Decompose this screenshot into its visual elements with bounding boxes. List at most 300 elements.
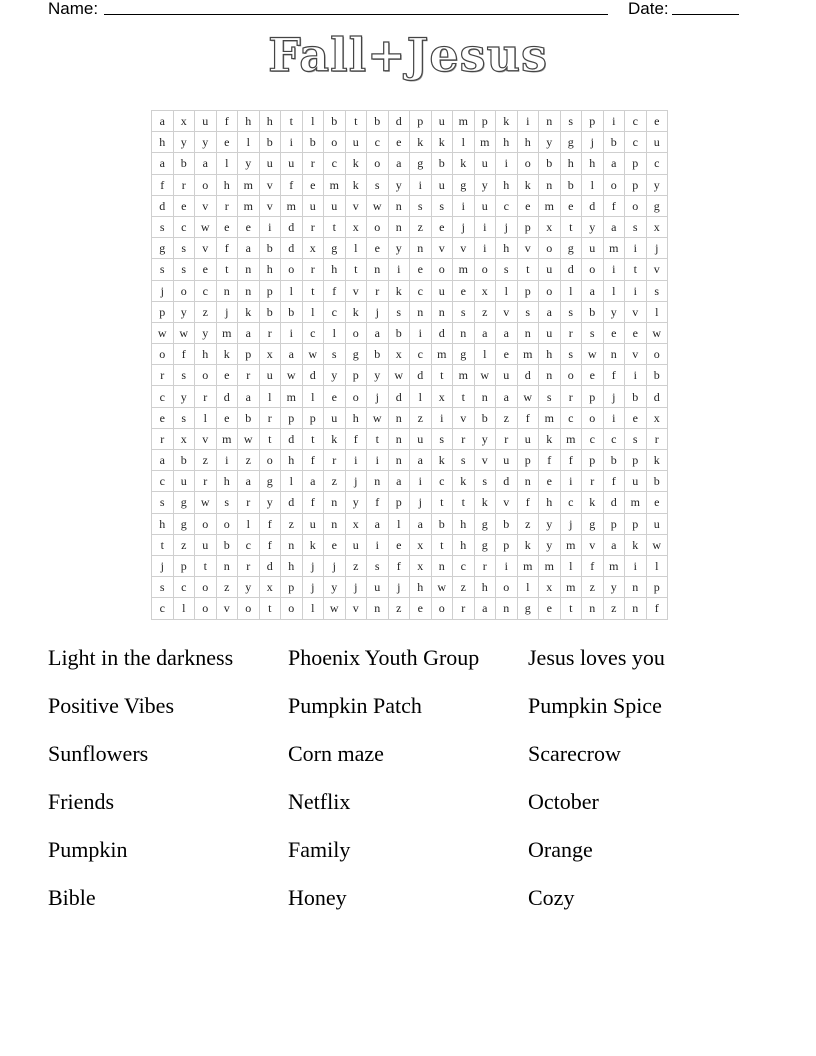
grid-cell[interactable]: t	[345, 259, 367, 280]
grid-cell[interactable]: k	[453, 471, 475, 492]
grid-cell[interactable]: l	[302, 598, 324, 619]
grid-cell[interactable]: x	[302, 238, 324, 259]
grid-cell[interactable]: y	[582, 216, 604, 237]
grid-cell[interactable]: r	[496, 428, 518, 449]
grid-cell[interactable]: r	[302, 216, 324, 237]
grid-cell[interactable]: k	[517, 174, 539, 195]
grid-cell[interactable]: l	[302, 301, 324, 322]
grid-cell[interactable]: o	[496, 577, 518, 598]
grid-cell[interactable]: w	[431, 577, 453, 598]
grid-cell[interactable]: p	[281, 577, 303, 598]
grid-cell[interactable]: n	[517, 471, 539, 492]
grid-cell[interactable]: b	[259, 301, 281, 322]
grid-cell[interactable]: e	[625, 322, 647, 343]
grid-cell[interactable]: w	[195, 216, 217, 237]
grid-cell[interactable]: k	[517, 534, 539, 555]
grid-cell[interactable]: w	[152, 322, 174, 343]
grid-cell[interactable]: c	[173, 216, 195, 237]
grid-cell[interactable]: e	[324, 534, 346, 555]
grid-cell[interactable]: e	[216, 407, 238, 428]
grid-cell[interactable]: c	[625, 132, 647, 153]
grid-cell[interactable]: w	[474, 365, 496, 386]
grid-cell[interactable]: b	[603, 450, 625, 471]
grid-cell[interactable]: e	[646, 492, 668, 513]
grid-cell[interactable]: v	[345, 195, 367, 216]
grid-cell[interactable]: n	[603, 344, 625, 365]
grid-cell[interactable]: f	[603, 471, 625, 492]
grid-cell[interactable]: t	[281, 111, 303, 132]
grid-cell[interactable]: i	[625, 555, 647, 576]
grid-cell[interactable]: k	[345, 301, 367, 322]
grid-cell[interactable]: e	[302, 174, 324, 195]
grid-cell[interactable]: j	[302, 577, 324, 598]
grid-cell[interactable]: x	[646, 216, 668, 237]
grid-cell[interactable]: l	[646, 555, 668, 576]
grid-cell[interactable]: l	[238, 513, 260, 534]
grid-cell[interactable]: o	[431, 259, 453, 280]
grid-cell[interactable]: r	[152, 428, 174, 449]
grid-cell[interactable]: w	[646, 534, 668, 555]
grid-cell[interactable]: h	[410, 577, 432, 598]
grid-cell[interactable]: m	[431, 344, 453, 365]
grid-cell[interactable]: r	[646, 428, 668, 449]
grid-cell[interactable]: e	[388, 132, 410, 153]
grid-cell[interactable]: j	[603, 386, 625, 407]
grid-cell[interactable]: e	[367, 238, 389, 259]
grid-cell[interactable]: i	[603, 111, 625, 132]
grid-cell[interactable]: e	[539, 471, 561, 492]
grid-cell[interactable]: r	[259, 322, 281, 343]
grid-cell[interactable]: s	[582, 322, 604, 343]
grid-cell[interactable]: a	[496, 322, 518, 343]
grid-cell[interactable]: p	[646, 577, 668, 598]
grid-cell[interactable]: u	[431, 111, 453, 132]
grid-cell[interactable]: k	[388, 280, 410, 301]
grid-cell[interactable]: o	[238, 598, 260, 619]
grid-cell[interactable]: f	[517, 407, 539, 428]
grid-cell[interactable]: m	[539, 407, 561, 428]
grid-cell[interactable]: h	[560, 153, 582, 174]
grid-cell[interactable]: m	[453, 365, 475, 386]
grid-cell[interactable]: b	[324, 111, 346, 132]
grid-cell[interactable]: a	[152, 111, 174, 132]
grid-cell[interactable]: i	[517, 111, 539, 132]
grid-cell[interactable]: a	[410, 513, 432, 534]
grid-cell[interactable]: y	[539, 513, 561, 534]
grid-cell[interactable]: b	[646, 471, 668, 492]
grid-cell[interactable]: m	[281, 386, 303, 407]
grid-cell[interactable]: u	[195, 111, 217, 132]
grid-cell[interactable]: r	[324, 450, 346, 471]
grid-cell[interactable]: n	[496, 598, 518, 619]
grid-cell[interactable]: s	[367, 174, 389, 195]
grid-cell[interactable]: c	[152, 598, 174, 619]
grid-cell[interactable]: h	[259, 111, 281, 132]
grid-cell[interactable]: s	[431, 195, 453, 216]
grid-cell[interactable]: d	[281, 216, 303, 237]
grid-cell[interactable]: h	[238, 111, 260, 132]
grid-cell[interactable]: k	[453, 153, 475, 174]
grid-cell[interactable]: o	[195, 365, 217, 386]
grid-cell[interactable]: i	[410, 471, 432, 492]
grid-cell[interactable]: l	[517, 577, 539, 598]
grid-cell[interactable]: s	[324, 344, 346, 365]
grid-cell[interactable]: m	[539, 195, 561, 216]
grid-cell[interactable]: p	[625, 174, 647, 195]
grid-cell[interactable]: a	[238, 238, 260, 259]
grid-cell[interactable]: c	[560, 407, 582, 428]
grid-cell[interactable]: a	[152, 450, 174, 471]
grid-cell[interactable]: z	[496, 407, 518, 428]
grid-cell[interactable]: o	[539, 238, 561, 259]
grid-cell[interactable]: g	[410, 153, 432, 174]
grid-cell[interactable]: n	[453, 322, 475, 343]
grid-cell[interactable]: e	[410, 598, 432, 619]
grid-cell[interactable]: v	[453, 238, 475, 259]
grid-cell[interactable]: m	[238, 195, 260, 216]
grid-cell[interactable]: c	[324, 301, 346, 322]
grid-cell[interactable]: b	[367, 344, 389, 365]
grid-cell[interactable]: v	[582, 534, 604, 555]
grid-cell[interactable]: f	[216, 238, 238, 259]
grid-cell[interactable]: b	[367, 111, 389, 132]
grid-cell[interactable]: c	[496, 195, 518, 216]
grid-cell[interactable]: l	[195, 407, 217, 428]
grid-cell[interactable]: s	[173, 407, 195, 428]
grid-cell[interactable]: f	[152, 174, 174, 195]
grid-cell[interactable]: n	[238, 280, 260, 301]
grid-cell[interactable]: o	[625, 195, 647, 216]
grid-cell[interactable]: r	[453, 428, 475, 449]
grid-cell[interactable]: z	[195, 301, 217, 322]
grid-cell[interactable]: i	[281, 322, 303, 343]
grid-cell[interactable]: w	[367, 195, 389, 216]
grid-cell[interactable]: o	[259, 450, 281, 471]
grid-cell[interactable]: d	[388, 111, 410, 132]
grid-cell[interactable]: a	[281, 344, 303, 365]
grid-cell[interactable]: l	[216, 153, 238, 174]
grid-cell[interactable]: h	[324, 259, 346, 280]
grid-cell[interactable]: a	[539, 301, 561, 322]
grid-cell[interactable]: u	[517, 428, 539, 449]
grid-cell[interactable]: c	[410, 344, 432, 365]
grid-cell[interactable]: w	[388, 365, 410, 386]
grid-cell[interactable]: e	[324, 386, 346, 407]
grid-cell[interactable]: h	[453, 534, 475, 555]
grid-cell[interactable]: c	[453, 555, 475, 576]
grid-cell[interactable]: x	[539, 577, 561, 598]
grid-cell[interactable]: a	[238, 386, 260, 407]
grid-cell[interactable]: o	[216, 513, 238, 534]
grid-cell[interactable]: w	[302, 344, 324, 365]
grid-cell[interactable]: z	[474, 301, 496, 322]
grid-cell[interactable]: n	[474, 386, 496, 407]
grid-cell[interactable]: o	[345, 386, 367, 407]
grid-cell[interactable]: g	[560, 238, 582, 259]
grid-cell[interactable]: a	[195, 153, 217, 174]
grid-cell[interactable]: i	[453, 195, 475, 216]
grid-cell[interactable]: b	[603, 132, 625, 153]
grid-cell[interactable]: v	[496, 492, 518, 513]
grid-cell[interactable]: y	[646, 174, 668, 195]
grid-cell[interactable]: p	[603, 513, 625, 534]
grid-cell[interactable]: y	[324, 577, 346, 598]
grid-cell[interactable]: o	[152, 344, 174, 365]
grid-cell[interactable]: u	[367, 577, 389, 598]
grid-cell[interactable]: b	[388, 322, 410, 343]
grid-cell[interactable]: i	[410, 174, 432, 195]
grid-cell[interactable]: v	[259, 174, 281, 195]
grid-cell[interactable]: s	[539, 386, 561, 407]
grid-cell[interactable]: s	[646, 280, 668, 301]
grid-cell[interactable]: k	[345, 174, 367, 195]
grid-cell[interactable]: u	[259, 365, 281, 386]
grid-cell[interactable]: h	[496, 174, 518, 195]
grid-cell[interactable]: a	[603, 153, 625, 174]
grid-cell[interactable]: t	[560, 598, 582, 619]
grid-cell[interactable]: k	[431, 450, 453, 471]
grid-cell[interactable]: p	[281, 407, 303, 428]
grid-cell[interactable]: f	[259, 534, 281, 555]
grid-cell[interactable]: o	[582, 407, 604, 428]
grid-cell[interactable]: j	[496, 216, 518, 237]
grid-cell[interactable]: z	[324, 471, 346, 492]
grid-cell[interactable]: e	[152, 407, 174, 428]
grid-cell[interactable]: v	[259, 195, 281, 216]
grid-cell[interactable]: l	[302, 111, 324, 132]
grid-cell[interactable]: x	[410, 555, 432, 576]
grid-cell[interactable]: g	[345, 344, 367, 365]
grid-cell[interactable]: i	[496, 555, 518, 576]
grid-cell[interactable]: o	[324, 132, 346, 153]
grid-cell[interactable]: l	[453, 132, 475, 153]
grid-cell[interactable]: e	[453, 280, 475, 301]
grid-cell[interactable]: j	[453, 216, 475, 237]
grid-cell[interactable]: t	[302, 280, 324, 301]
grid-cell[interactable]: d	[646, 386, 668, 407]
grid-cell[interactable]: u	[625, 471, 647, 492]
grid-cell[interactable]: x	[259, 344, 281, 365]
grid-cell[interactable]: s	[152, 577, 174, 598]
grid-cell[interactable]: b	[281, 301, 303, 322]
grid-cell[interactable]: m	[238, 174, 260, 195]
grid-cell[interactable]: p	[582, 111, 604, 132]
grid-cell[interactable]: f	[173, 344, 195, 365]
grid-cell[interactable]: c	[195, 280, 217, 301]
grid-cell[interactable]: a	[302, 471, 324, 492]
grid-cell[interactable]: w	[517, 386, 539, 407]
grid-cell[interactable]: w	[367, 407, 389, 428]
grid-cell[interactable]: h	[539, 492, 561, 513]
grid-cell[interactable]: b	[238, 407, 260, 428]
grid-cell[interactable]: u	[474, 153, 496, 174]
grid-cell[interactable]: g	[474, 534, 496, 555]
grid-cell[interactable]: a	[388, 153, 410, 174]
grid-cell[interactable]: c	[582, 428, 604, 449]
grid-cell[interactable]: k	[216, 344, 238, 365]
grid-cell[interactable]: o	[517, 153, 539, 174]
grid-cell[interactable]: v	[517, 238, 539, 259]
grid-cell[interactable]: e	[517, 195, 539, 216]
grid-cell[interactable]: k	[324, 428, 346, 449]
grid-cell[interactable]: n	[216, 555, 238, 576]
grid-cell[interactable]: d	[582, 195, 604, 216]
grid-cell[interactable]: h	[496, 238, 518, 259]
grid-cell[interactable]: t	[259, 598, 281, 619]
grid-cell[interactable]: h	[453, 513, 475, 534]
grid-cell[interactable]: o	[367, 216, 389, 237]
grid-cell[interactable]: i	[259, 216, 281, 237]
grid-cell[interactable]: b	[582, 301, 604, 322]
grid-cell[interactable]: h	[281, 555, 303, 576]
grid-cell[interactable]: y	[388, 238, 410, 259]
grid-cell[interactable]: b	[431, 513, 453, 534]
grid-cell[interactable]: m	[324, 174, 346, 195]
grid-cell[interactable]: w	[646, 322, 668, 343]
grid-cell[interactable]: n	[388, 450, 410, 471]
grid-cell[interactable]: f	[646, 598, 668, 619]
grid-cell[interactable]: g	[517, 598, 539, 619]
grid-cell[interactable]: a	[603, 216, 625, 237]
grid-cell[interactable]: v	[646, 259, 668, 280]
grid-cell[interactable]: z	[173, 534, 195, 555]
grid-cell[interactable]: s	[496, 259, 518, 280]
grid-cell[interactable]: m	[539, 555, 561, 576]
grid-cell[interactable]: k	[345, 153, 367, 174]
grid-cell[interactable]: k	[646, 450, 668, 471]
grid-cell[interactable]: t	[302, 428, 324, 449]
grid-cell[interactable]: s	[152, 216, 174, 237]
grid-cell[interactable]: r	[259, 407, 281, 428]
grid-cell[interactable]: d	[259, 555, 281, 576]
grid-cell[interactable]: u	[195, 534, 217, 555]
grid-cell[interactable]: n	[388, 428, 410, 449]
grid-cell[interactable]: u	[324, 195, 346, 216]
grid-cell[interactable]: u	[173, 471, 195, 492]
grid-cell[interactable]: c	[302, 322, 324, 343]
grid-cell[interactable]: x	[431, 386, 453, 407]
grid-cell[interactable]: a	[496, 386, 518, 407]
grid-cell[interactable]: t	[345, 111, 367, 132]
grid-cell[interactable]: x	[173, 111, 195, 132]
grid-cell[interactable]: c	[324, 153, 346, 174]
grid-cell[interactable]: f	[539, 450, 561, 471]
grid-cell[interactable]: r	[453, 598, 475, 619]
grid-cell[interactable]: n	[367, 598, 389, 619]
grid-cell[interactable]: o	[646, 344, 668, 365]
grid-cell[interactable]: b	[474, 407, 496, 428]
grid-cell[interactable]: e	[646, 111, 668, 132]
grid-cell[interactable]: i	[388, 259, 410, 280]
grid-cell[interactable]: c	[367, 132, 389, 153]
grid-cell[interactable]: a	[603, 534, 625, 555]
grid-cell[interactable]: o	[431, 598, 453, 619]
grid-cell[interactable]: x	[259, 577, 281, 598]
grid-cell[interactable]: m	[560, 534, 582, 555]
grid-cell[interactable]: y	[388, 174, 410, 195]
grid-cell[interactable]: l	[388, 513, 410, 534]
grid-cell[interactable]: y	[603, 577, 625, 598]
grid-cell[interactable]: k	[474, 492, 496, 513]
grid-cell[interactable]: p	[625, 153, 647, 174]
grid-cell[interactable]: n	[388, 407, 410, 428]
grid-cell[interactable]: e	[388, 534, 410, 555]
grid-cell[interactable]: g	[152, 238, 174, 259]
grid-cell[interactable]: n	[431, 555, 453, 576]
grid-cell[interactable]: r	[367, 280, 389, 301]
grid-cell[interactable]: b	[302, 132, 324, 153]
grid-cell[interactable]: x	[646, 407, 668, 428]
grid-cell[interactable]: j	[345, 577, 367, 598]
grid-cell[interactable]: b	[625, 386, 647, 407]
grid-cell[interactable]: e	[410, 259, 432, 280]
grid-cell[interactable]: x	[173, 428, 195, 449]
grid-cell[interactable]: r	[560, 322, 582, 343]
grid-cell[interactable]: v	[216, 598, 238, 619]
grid-cell[interactable]: m	[517, 555, 539, 576]
grid-cell[interactable]: m	[560, 577, 582, 598]
grid-cell[interactable]: h	[281, 450, 303, 471]
grid-cell[interactable]: f	[582, 555, 604, 576]
grid-cell[interactable]: l	[302, 386, 324, 407]
grid-cell[interactable]: x	[539, 216, 561, 237]
grid-cell[interactable]: r	[474, 555, 496, 576]
grid-cell[interactable]: c	[152, 471, 174, 492]
grid-cell[interactable]: i	[281, 132, 303, 153]
grid-cell[interactable]: b	[173, 153, 195, 174]
grid-cell[interactable]: i	[603, 259, 625, 280]
grid-cell[interactable]: n	[431, 301, 453, 322]
grid-cell[interactable]: j	[560, 513, 582, 534]
grid-cell[interactable]: u	[539, 322, 561, 343]
grid-cell[interactable]: o	[474, 259, 496, 280]
grid-cell[interactable]: b	[259, 132, 281, 153]
grid-cell[interactable]: a	[388, 471, 410, 492]
grid-cell[interactable]: n	[539, 174, 561, 195]
grid-cell[interactable]: m	[281, 195, 303, 216]
grid-cell[interactable]: d	[603, 492, 625, 513]
grid-cell[interactable]: n	[625, 598, 647, 619]
grid-cell[interactable]: l	[474, 344, 496, 365]
grid-cell[interactable]: i	[345, 450, 367, 471]
grid-cell[interactable]: k	[410, 132, 432, 153]
grid-cell[interactable]: f	[216, 111, 238, 132]
grid-cell[interactable]: n	[539, 111, 561, 132]
grid-cell[interactable]: i	[625, 238, 647, 259]
grid-cell[interactable]: u	[410, 428, 432, 449]
grid-cell[interactable]: e	[625, 407, 647, 428]
grid-cell[interactable]: j	[324, 555, 346, 576]
grid-cell[interactable]: j	[646, 238, 668, 259]
grid-cell[interactable]: w	[582, 344, 604, 365]
grid-cell[interactable]: l	[560, 555, 582, 576]
grid-cell[interactable]: n	[582, 598, 604, 619]
grid-cell[interactable]: w	[281, 365, 303, 386]
grid-cell[interactable]: s	[517, 301, 539, 322]
grid-cell[interactable]: x	[345, 216, 367, 237]
grid-cell[interactable]: z	[281, 513, 303, 534]
grid-cell[interactable]: o	[195, 174, 217, 195]
grid-cell[interactable]: z	[238, 450, 260, 471]
grid-cell[interactable]: v	[195, 428, 217, 449]
grid-cell[interactable]: u	[431, 280, 453, 301]
grid-cell[interactable]: z	[216, 577, 238, 598]
grid-cell[interactable]: l	[281, 280, 303, 301]
grid-cell[interactable]: h	[517, 132, 539, 153]
grid-cell[interactable]: y	[474, 174, 496, 195]
grid-cell[interactable]: e	[560, 195, 582, 216]
grid-cell[interactable]: n	[625, 577, 647, 598]
